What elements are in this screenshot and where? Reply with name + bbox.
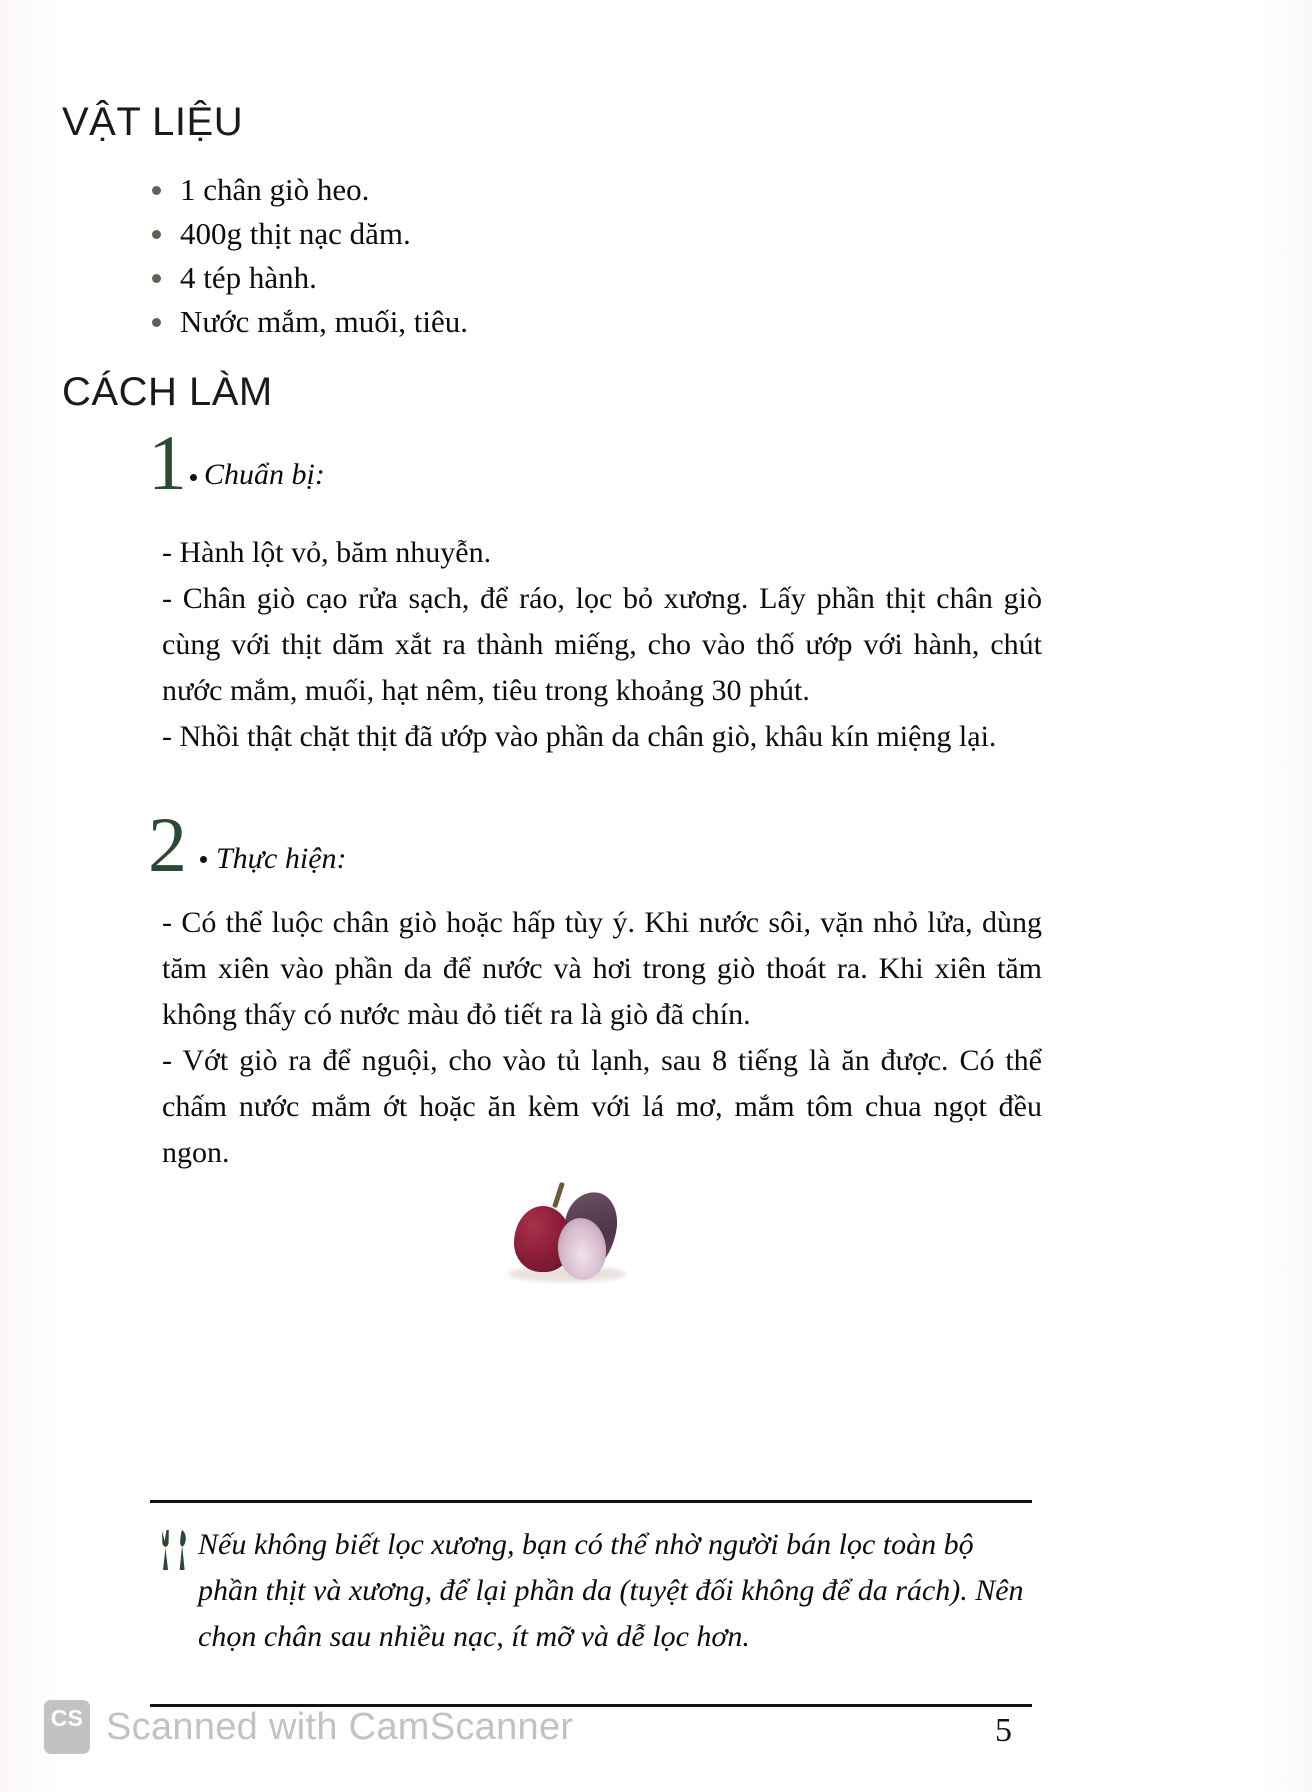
step-2 (148, 801, 1048, 894)
step-1 (148, 419, 1048, 514)
ingredient-text: 400g thịt nạc dăm. (180, 216, 411, 251)
step-2-body (162, 900, 1042, 1176)
page-number: 5 (995, 1712, 1012, 1749)
ingredients-list (150, 168, 850, 344)
step-1-number: 1 (148, 419, 187, 506)
step-2-number: 2 (148, 801, 187, 888)
step-1-label: Chuẩn bị: (204, 458, 325, 491)
list-item (150, 300, 850, 344)
ingredient-text: Nước mắm, muối, tiêu. (180, 304, 469, 339)
step-2-separator-dot (200, 856, 207, 863)
step-2-paragraph: - Vớt giò ra để nguội, cho vào tủ lạnh, sau 8 tiếng là ăn được. Có thể chấm nước mắm ớt hoặc ăn kèm với lá mơ, mắm tôm chua ngọt đều ngon. (162, 1044, 1042, 1169)
fork-knife-icon (156, 1528, 190, 1568)
step-1-separator-dot (190, 474, 197, 481)
step-2-header (148, 801, 1048, 894)
step-1-paragraph: - Hành lột vỏ, băm nhuyễn. (162, 536, 492, 569)
list-item (150, 212, 850, 256)
camscanner-badge-icon: CS (44, 1700, 90, 1754)
step-1-paragraph: - Chân giò cạo rửa sạch, để ráo, lọc bỏ xương. Lấy phần thịt chân giò cùng với thịt dăm xắt ra thành miếng, cho vào thố ướp với hành, chút nước mắm, muối, hạt nêm, tiêu trong khoảng 30 phút. (162, 582, 1042, 707)
tip-block (150, 1522, 1034, 1660)
tip-text: Nếu không biết lọc xương, bạn có thể nhờ người bán lọc toàn bộ phần thịt và xương, để lại phần da (tuyệt đối không để da rách). Nên chọn chân sau nhiều nạc, ít mỡ và dễ lọc hơn. (198, 1528, 1024, 1653)
method-heading: CÁCH LÀM (62, 370, 273, 414)
shallot-stem (552, 1182, 565, 1208)
step-1-header (148, 419, 1048, 514)
red-shallots-illustration (500, 1180, 650, 1290)
bullet-icon (152, 230, 161, 239)
ingredients-heading: VẬT LIỆU (62, 100, 244, 144)
step-2-label: Thực hiện: (216, 842, 347, 875)
ingredient-text: 4 tép hành. (180, 260, 317, 295)
bullet-icon (152, 186, 161, 195)
list-item (150, 168, 850, 212)
step-1-body (162, 530, 1042, 760)
step-1-paragraph: - Nhồi thật chặt thịt đã ướp vào phần da chân giò, khâu kín miệng lại. (162, 720, 997, 753)
ingredient-text: 1 chân giò heo. (180, 172, 370, 207)
list-item (150, 256, 850, 300)
camscanner-watermark (44, 1700, 573, 1754)
bullet-icon (152, 274, 161, 283)
tip-divider-top (150, 1500, 1032, 1503)
step-2-paragraph: - Có thể luộc chân giò hoặc hấp tùy ý. Khi nước sôi, vặn nhỏ lửa, dùng tăm xiên vào phần da để nước và hơi trong giò thoát ra. Khi xiên tăm không thấy có nước màu đỏ tiết ra là giò đã chín. (162, 906, 1042, 1031)
bullet-icon (152, 318, 161, 327)
camscanner-text: Scanned with CamScanner (106, 1705, 574, 1748)
